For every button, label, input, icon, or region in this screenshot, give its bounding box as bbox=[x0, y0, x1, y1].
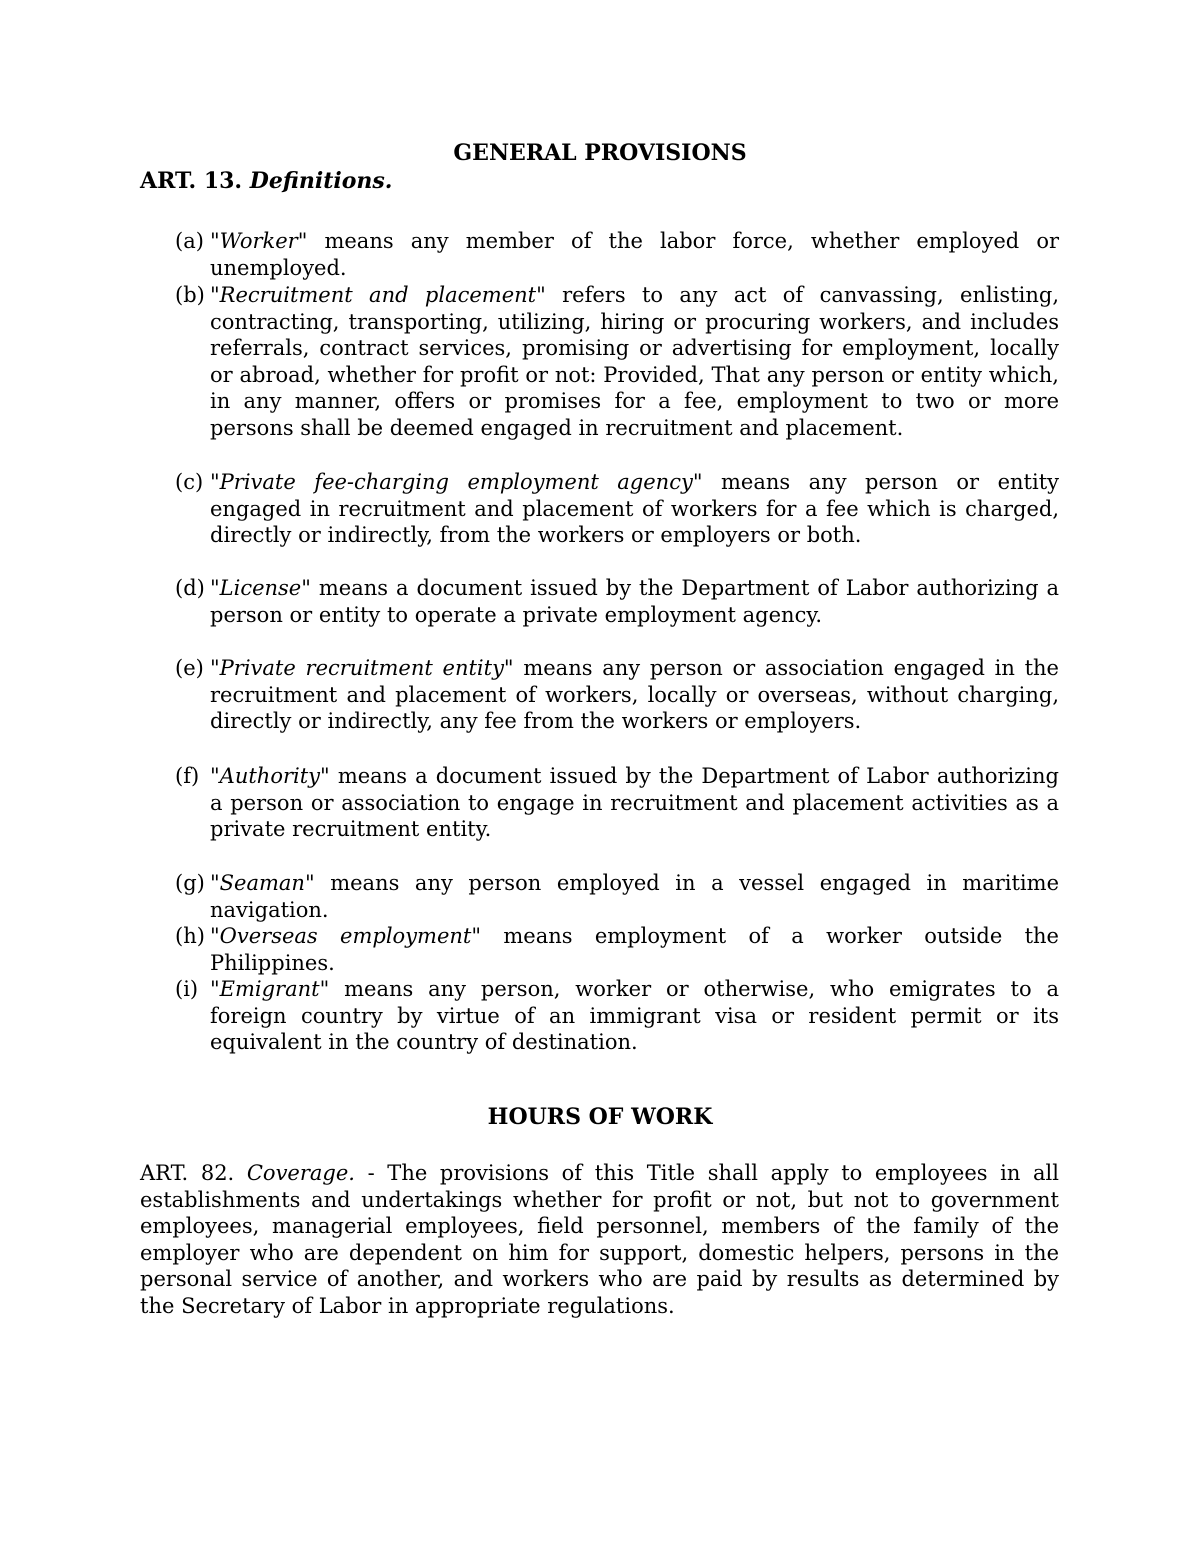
definition-term: "Private recruitment entity" bbox=[210, 656, 514, 680]
definition-text: means any person or association engaged in the recruitment and placement of workers, locally or overseas, without charging, directly or indirectly, any fee from the workers or employers. bbox=[210, 656, 1059, 734]
definition-term: "Private fee-charging employment agency" bbox=[210, 470, 703, 494]
article-82-paragraph bbox=[140, 1160, 1059, 1320]
definition-item-b bbox=[175, 282, 1059, 442]
definition-text: means a document issued by the Department of Labor authorizing a person or association to engage in recruitment and placement activities as a private recruitment entity. bbox=[210, 764, 1059, 842]
definition-term: "License" bbox=[210, 576, 311, 600]
definition-term: "Emigrant" bbox=[210, 977, 330, 1001]
definition-marker: (c) bbox=[175, 470, 204, 494]
definition-term: "Authority" bbox=[210, 764, 330, 788]
definition-marker: (b) bbox=[175, 283, 205, 307]
definition-marker: (a) bbox=[175, 229, 204, 253]
article-text: - The provisions of this Title shall apply to employees in all establishments and undertakings whether for profit or not, but not to government employees, managerial employees, field personnel, members of the family of the employer who are dependent on him for support, domestic helpers, persons in the personal service of another, and workers who are paid by results as determined by the Secretary of Labor in appropriate regulations. bbox=[140, 1161, 1059, 1318]
definition-item-f bbox=[175, 763, 1059, 843]
definition-text: means any person or entity engaged in recruitment and placement of workers for a fee which is charged, directly or indirectly, from the workers or employers or both. bbox=[210, 470, 1059, 548]
article-number: ART. 13. bbox=[140, 168, 243, 194]
definition-term: "Seaman" bbox=[210, 871, 315, 895]
definition-term: "Worker" bbox=[210, 229, 308, 253]
definition-marker: (e) bbox=[175, 656, 204, 680]
definition-text: means a document issued by the Department of Labor authorizing a person or entity to operate a private employment agency. bbox=[210, 576, 1059, 627]
definition-item-i bbox=[175, 976, 1059, 1056]
definition-term: "Overseas employment" bbox=[210, 924, 482, 948]
article-number: ART. 82. bbox=[140, 1161, 235, 1185]
article-title: Coverage. bbox=[246, 1161, 355, 1185]
definition-marker: (i) bbox=[175, 977, 199, 1001]
definition-item-c bbox=[175, 469, 1059, 549]
definition-item-d bbox=[175, 575, 1059, 628]
definition-text: means any person, worker or otherwise, who emigrates to a foreign country by virtue of an immigrant visa or resident permit or its equivalent in the country of destination. bbox=[210, 977, 1059, 1055]
article-13-heading bbox=[140, 168, 392, 195]
definition-item-g bbox=[175, 870, 1059, 923]
definition-marker: (g) bbox=[175, 871, 205, 895]
definition-marker: (d) bbox=[175, 576, 205, 600]
definition-text: refers to any act of canvassing, enlisting, contracting, transporting, utilizing, hiring or procuring workers, and includes referrals, contract services, promising or advertising for employment, locally or abroad, whether for profit or not: Provided, That any person or entity which, in any manner, offers or promises for a fee, employment to two or more persons shall be deemed engaged in recruitment and placement. bbox=[210, 283, 1059, 440]
definition-item-a bbox=[175, 228, 1059, 281]
definition-text: means employment of a worker outside the Philippines. bbox=[210, 924, 1059, 975]
article-title: Definitions. bbox=[249, 168, 393, 194]
definition-text: means any member of the labor force, whether employed or unemployed. bbox=[210, 229, 1059, 280]
section-heading-hours-of-work: HOURS OF WORK bbox=[487, 1104, 713, 1130]
definition-item-e bbox=[175, 655, 1059, 735]
definition-text: means any person employed in a vessel engaged in maritime navigation. bbox=[210, 871, 1059, 922]
definition-marker: (f) bbox=[175, 764, 200, 788]
section-heading-general-provisions: GENERAL PROVISIONS bbox=[453, 140, 747, 166]
definition-marker: (h) bbox=[175, 924, 205, 948]
definition-item-h bbox=[175, 923, 1059, 976]
definition-term: "Recruitment and placement" bbox=[210, 283, 546, 307]
